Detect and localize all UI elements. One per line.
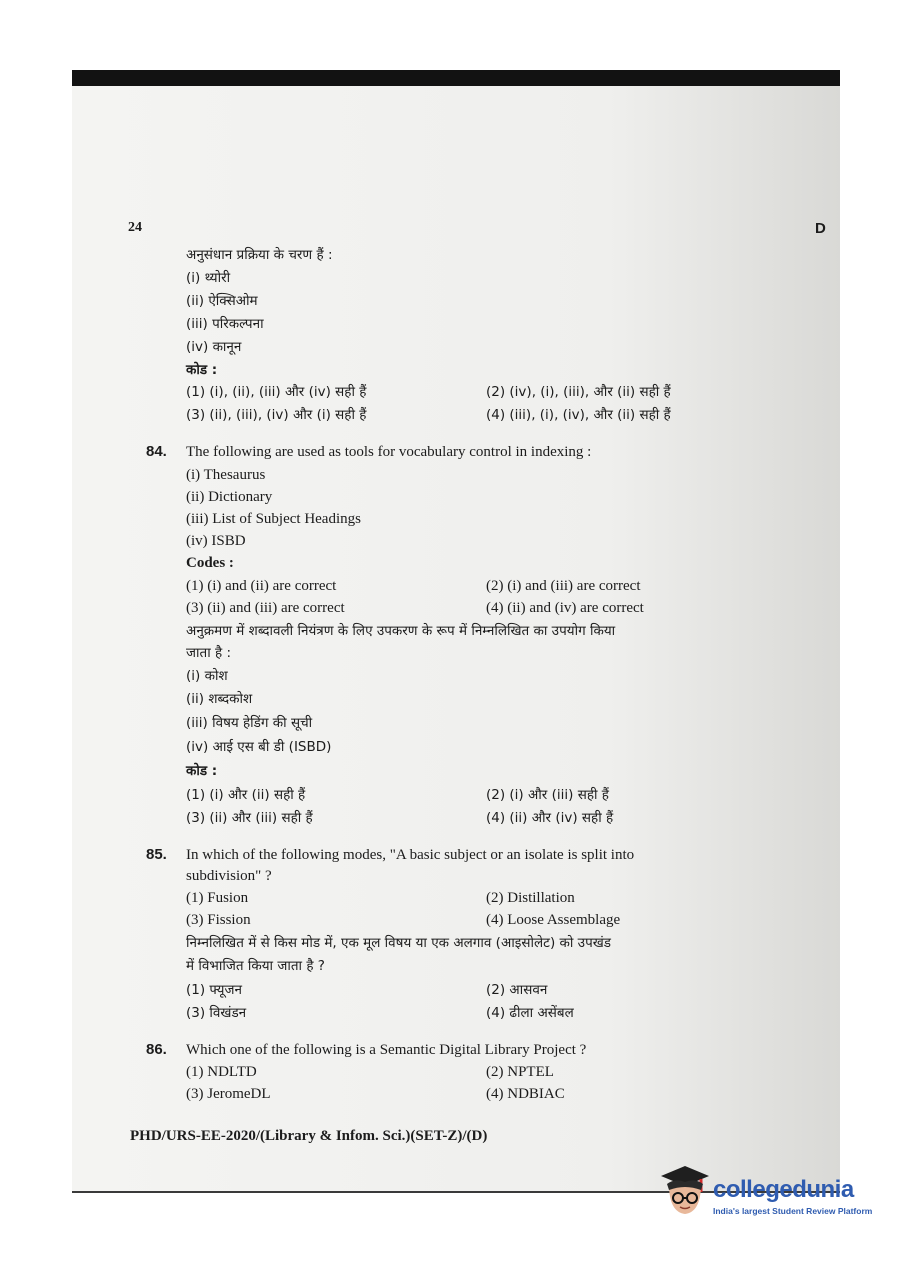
q84-hindi-stem: जाता है : <box>186 645 232 661</box>
q84-hindi-item: (ii) शब्दकोश <box>186 691 253 707</box>
q84-item: (iv) ISBD <box>186 533 246 549</box>
q86-option: (1) NDLTD <box>186 1064 257 1080</box>
collegedunia-watermark <box>655 1162 880 1222</box>
q84-hindi-option: (2) (i) और (iii) सही हैं <box>486 787 609 803</box>
q84-hindi-item: (iv) आई एस बी डी (ISBD) <box>186 739 332 755</box>
q84-hindi-option: (1) (i) और (ii) सही हैं <box>186 787 306 803</box>
q83-option: (4) (iii), (i), (iv), और (ii) सही हैं <box>486 407 671 423</box>
q84-option: (4) (ii) and (iv) are correct <box>486 600 644 616</box>
q85-hindi-option: (1) फ्यूजन <box>186 982 243 998</box>
q85-hindi-option: (2) आसवन <box>486 982 548 998</box>
q84-item: (iii) List of Subject Headings <box>186 511 361 527</box>
brand-tagline: India's largest Student Review Platform <box>713 1206 873 1216</box>
q84-option: (3) (ii) and (iii) are correct <box>186 600 345 616</box>
q83-item: (i) थ्योरी <box>186 270 231 286</box>
q85-hindi-option: (3) विखंडन <box>186 1005 247 1021</box>
q84-hindi-option: (3) (ii) और (iii) सही हैं <box>186 810 313 826</box>
paper-code-footer: PHD/URS-EE-2020/(Library & Infom. Sci.)(SET-Z)/(D) <box>130 1128 488 1144</box>
q84-hindi-codes-label: कोड : <box>186 763 218 779</box>
q83-option: (1) (i), (ii), (iii) और (iv) सही हैं <box>186 384 367 400</box>
q83-option: (3) (ii), (iii), (iv) और (i) सही हैं <box>186 407 367 423</box>
set-letter: D <box>815 220 826 237</box>
q85-option: (3) Fission <box>186 912 251 928</box>
scan-top-border <box>72 70 840 86</box>
brand-name: collegedunia <box>713 1176 854 1203</box>
q85-stem: subdivision" ? <box>186 868 272 884</box>
q83-item: (iv) कानून <box>186 339 242 355</box>
q84-item: (i) Thesaurus <box>186 467 266 483</box>
q85-hindi-option: (4) ढीला असेंबल <box>486 1005 574 1021</box>
q86-option: (2) NPTEL <box>486 1064 554 1080</box>
q84-option: (2) (i) and (iii) are correct <box>486 578 641 594</box>
q85-option: (2) Distillation <box>486 890 575 906</box>
q85-stem: In which of the following modes, "A basic subject or an isolate is split into <box>186 847 635 863</box>
page-number: 24 <box>128 220 142 235</box>
q84-codes-label: Codes : <box>186 555 234 571</box>
q83-codes-label: कोड : <box>186 362 218 378</box>
q84-hindi-item: (i) कोश <box>186 668 228 684</box>
q86-stem: Which one of the following is a Semantic Digital Library Project ? <box>186 1042 587 1058</box>
q84-hindi-item: (iii) विषय हेडिंग की सूची <box>186 715 313 731</box>
graduate-mascot-icon <box>655 1162 711 1222</box>
q85-option: (1) Fusion <box>186 890 249 906</box>
question-number: 86. <box>146 1041 167 1058</box>
q86-option: (4) NDBIAC <box>486 1086 565 1102</box>
q85-option: (4) Loose Assemblage <box>486 912 621 928</box>
q83-option: (2) (iv), (i), (iii), और (ii) सही हैं <box>486 384 671 400</box>
q86-option: (3) JeromeDL <box>186 1086 271 1102</box>
q83-item: (iii) परिकल्पना <box>186 316 264 332</box>
q84-hindi-option: (4) (ii) और (iv) सही हैं <box>486 810 614 826</box>
q83-item: (ii) ऐक्सिओम <box>186 293 258 309</box>
q84-option: (1) (i) and (ii) are correct <box>186 578 337 594</box>
q85-hindi-stem: में विभाजित किया जाता है ? <box>186 958 325 974</box>
q84-hindi-stem: अनुक्रमण में शब्दावली नियंत्रण के लिए उपकरण के रूप में निम्नलिखित का उपयोग किया <box>186 623 616 639</box>
q85-hindi-stem: निम्नलिखित में से किस मोड में, एक मूल विषय या एक अलगाव (आइसोलेट) को उपखंड <box>186 935 611 951</box>
question-number: 84. <box>146 443 167 460</box>
question-number: 85. <box>146 846 167 863</box>
q84-item: (ii) Dictionary <box>186 489 273 505</box>
q83-hindi-stem: अनुसंधान प्रक्रिया के चरण हैं : <box>186 247 333 263</box>
q84-stem: The following are used as tools for vocabulary control in indexing : <box>186 444 592 460</box>
